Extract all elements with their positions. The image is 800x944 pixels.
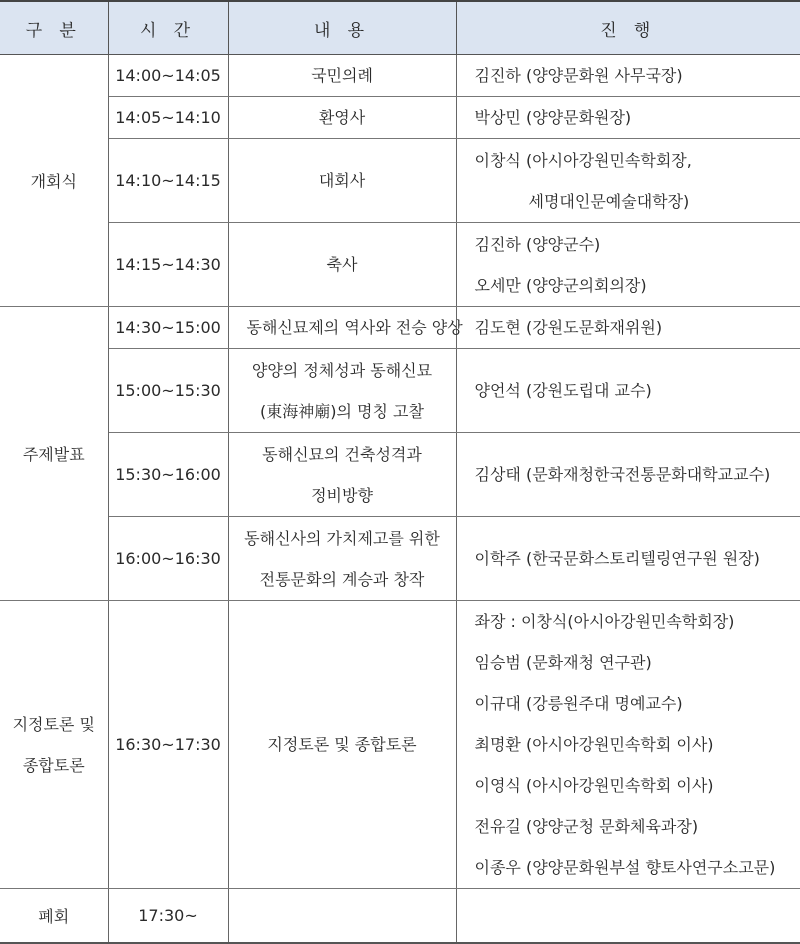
content-cell <box>228 889 456 943</box>
host-cell: 양언석 (강원도립대 교수) <box>456 349 800 433</box>
table-row <box>0 433 800 517</box>
header-time: 시 간 <box>108 1 228 55</box>
header-content: 내 용 <box>228 1 456 55</box>
table-row <box>0 349 800 433</box>
table-row <box>0 307 800 349</box>
time-cell: 16:00~16:30 <box>108 517 228 601</box>
table-row <box>0 97 800 139</box>
time-cell: 14:00~14:05 <box>108 55 228 97</box>
time-cell: 15:00~15:30 <box>108 349 228 433</box>
content-cell: 지정토론 및 종합토론 <box>228 601 456 889</box>
content-cell: 환영사 <box>228 97 456 139</box>
host-cell: 이학주 (한국문화스토리텔링연구원 원장) <box>456 517 800 601</box>
content-cell: 양양의 정체성과 동해신묘 (東海神廟)의 명칭 고찰 <box>228 349 456 433</box>
time-cell: 14:30~15:00 <box>108 307 228 349</box>
table-row <box>0 139 800 223</box>
time-cell: 14:10~14:15 <box>108 139 228 223</box>
section-opening: 개회식 <box>0 55 108 307</box>
time-cell: 15:30~16:00 <box>108 433 228 517</box>
table-header-row <box>0 1 800 55</box>
header-host: 진 행 <box>456 1 800 55</box>
header-category: 구 분 <box>0 1 108 55</box>
content-cell: 국민의례 <box>228 55 456 97</box>
content-cell: 동해신사의 가치제고를 위한 전통문화의 계승과 창작 <box>228 517 456 601</box>
time-cell: 16:30~17:30 <box>108 601 228 889</box>
host-cell: 김상태 (문화재청한국전통문화대학교교수) <box>456 433 800 517</box>
table-row <box>0 889 800 943</box>
host-cell <box>456 889 800 943</box>
host-cell: 김진하 (양양문화원 사무국장) <box>456 55 800 97</box>
host-cell: 김도현 (강원도문화재위원) <box>456 307 800 349</box>
content-cell: 동해신묘제의 역사와 전승 양상 <box>228 307 456 349</box>
table-row <box>0 55 800 97</box>
time-cell: 14:15~14:30 <box>108 223 228 307</box>
host-cell: 김진하 (양양군수) 오세만 (양양군의회의장) <box>456 223 800 307</box>
table-row <box>0 601 800 889</box>
host-cell: 박상민 (양양문화원장) <box>456 97 800 139</box>
time-cell: 17:30~ <box>108 889 228 943</box>
table-row <box>0 517 800 601</box>
host-cell: 이창식 (아시아강원민속학회장, 세명대인문예술대학장) <box>456 139 800 223</box>
content-cell: 축사 <box>228 223 456 307</box>
section-closing: 폐회 <box>0 889 108 943</box>
table-row <box>0 223 800 307</box>
content-cell: 대회사 <box>228 139 456 223</box>
time-cell: 14:05~14:10 <box>108 97 228 139</box>
host-cell: 좌장 : 이창식(아시아강원민속학회장) 임승범 (문화재청 연구관) 이규대 (강릉원주대 명예교수) 최명환 (아시아강원민속학회 이사) 이영식 (아시아강원민속학회 이사) 전유길 (양양군청 문화체육과장) 이종우 (양양문화원부설 향토사연구소고문) <box>456 601 800 889</box>
section-presentation: 주제발표 <box>0 307 108 601</box>
content-cell: 동해신묘의 건축성격과 정비방향 <box>228 433 456 517</box>
section-discussion: 지정토론 및 종합토론 <box>0 601 108 889</box>
